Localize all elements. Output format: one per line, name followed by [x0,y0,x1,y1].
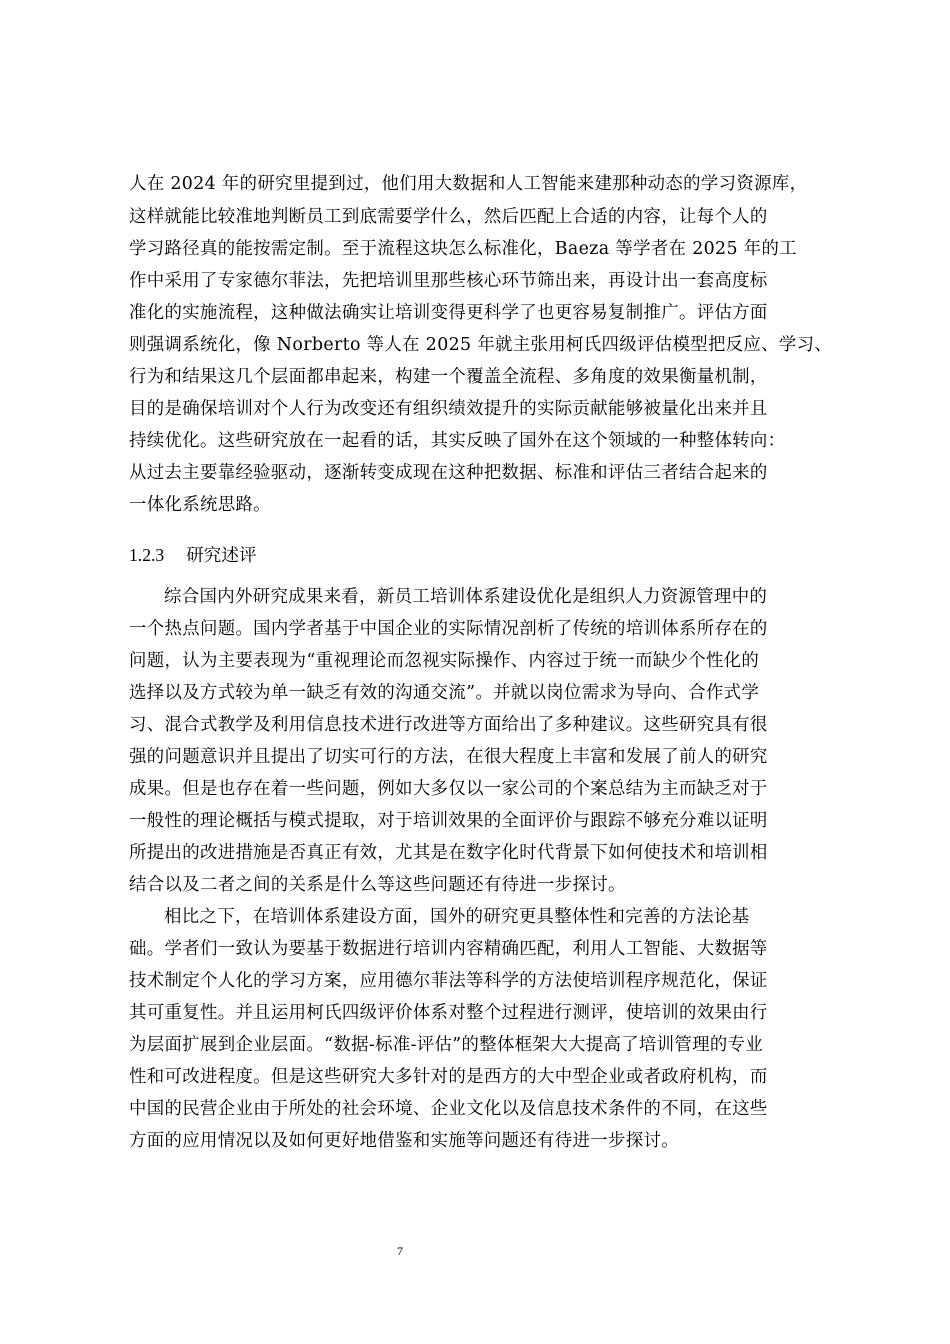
text-line: 选择以及方式较为单一缺乏有效的沟通交流”。并就以岗位需求为导向、合作式学 [129,683,760,703]
text-line: 为层面扩展到企业层面。“数据-标准-评估”的整体框架大大提高了培训管理的专业 [129,1035,764,1055]
text-line: 强的问题意识并且提出了切实可行的方法，在很大程度上丰富和发展了前人的研究 [129,747,768,767]
text-line: 一体化系统思路。 [129,495,271,515]
text-line: 一个热点问题。国内学者基于中国企业的实际情况剖析了传统的培训体系所存在的 [129,619,768,639]
text-line: 习、混合式教学及利用信息技术进行改进等方面给出了多种建议。这些研究具有很 [129,715,768,735]
text-line: 目的是确保培训对个人行为改变还有组织绩效提升的实际贡献能够被量化出来并且 [129,399,768,419]
text-line: 则强调系统化，像 Norberto 等人在 2025 年就主张用柯氏四级评估模型把反应、学习、 [129,335,833,355]
text-line: 准化的实施流程，这种做法确实让培训变得更科学了也更容易复制推广。评估方面 [129,303,768,323]
text-line: 础。学者们一致认为要基于数据进行培训内容精确匹配，利用人工智能、大数据等 [129,939,768,959]
text-line: 这样就能比较准地判断员工到底需要学什么，然后匹配上合适的内容，让每个人的 [129,207,768,227]
page-number: 7 [397,1244,403,1258]
text-line: 成果。但是也存在着一些问题，例如大多仅以一家公司的个案总结为主而缺乏对于 [129,779,768,799]
section-heading [129,543,257,568]
text-line: 所提出的改进措施是否真正有效，尤其是在数字化时代背景下如何使技术和培训相 [129,843,768,863]
text-line: 综合国内外研究成果来看，新员工培训体系建设优化是组织人力资源管理中的 [164,587,768,607]
text-line: 中国的民营企业由于所处的社会环境、企业文化以及信息技术条件的不同，在这些 [129,1099,768,1119]
text-line: 技术制定个人化的学习方案，应用德尔菲法等科学的方法使培训程序规范化，保证 [129,971,768,991]
text-line: 方面的应用情况以及如何更好地借鉴和实施等问题还有待进一步探讨。 [129,1131,679,1151]
text-line: 一般性的理论概括与模式提取，对于培训效果的全面评价与跟踪不够充分难以证明 [129,811,768,831]
text-line: 其可重复性。并且运用柯氏四级评价体系对整个过程进行测评，使培训的效果由行 [129,1003,768,1023]
text-line: 问题，认为主要表现为“重视理论而忽视实际操作、内容过于统一而缺少个性化的 [129,651,760,671]
text-line: 持续优化。这些研究放在一起看的话，其实反映了国外在这个领域的一种整体转向： [129,431,786,451]
text-line: 人在 2024 年的研究里提到过，他们用大数据和人工智能来建那种动态的学习资源库， [129,174,808,194]
text-line: 相比之下，在培训体系建设方面，国外的研究更具整体性和完善的方法论基 [164,907,750,927]
text-line: 作中采用了专家德尔菲法，先把培训里那些核心环节筛出来，再设计出一套高度标 [129,271,768,291]
text-line: 行为和结果这几个层面都串起来，构建一个覆盖全流程、多角度的效果衡量机制， [129,367,768,387]
section-title: 研究述评 [186,546,257,566]
text-line: 学习路径真的能按需定制。至于流程这块怎么标准化，Baeza 等学者在 2025 年的工 [129,239,797,259]
section-number: 1.2.3 [129,545,165,565]
text-line: 结合以及二者之间的关系是什么等这些问题还有待进一步探讨。 [129,875,626,895]
text-line: 性和可改进程度。但是这些研究大多针对的是西方的大中型企业或者政府机构，而 [129,1067,768,1087]
text-line: 从过去主要靠经验驱动，逐渐转变成现在这种把数据、标准和评估三者结合起来的 [129,463,768,483]
